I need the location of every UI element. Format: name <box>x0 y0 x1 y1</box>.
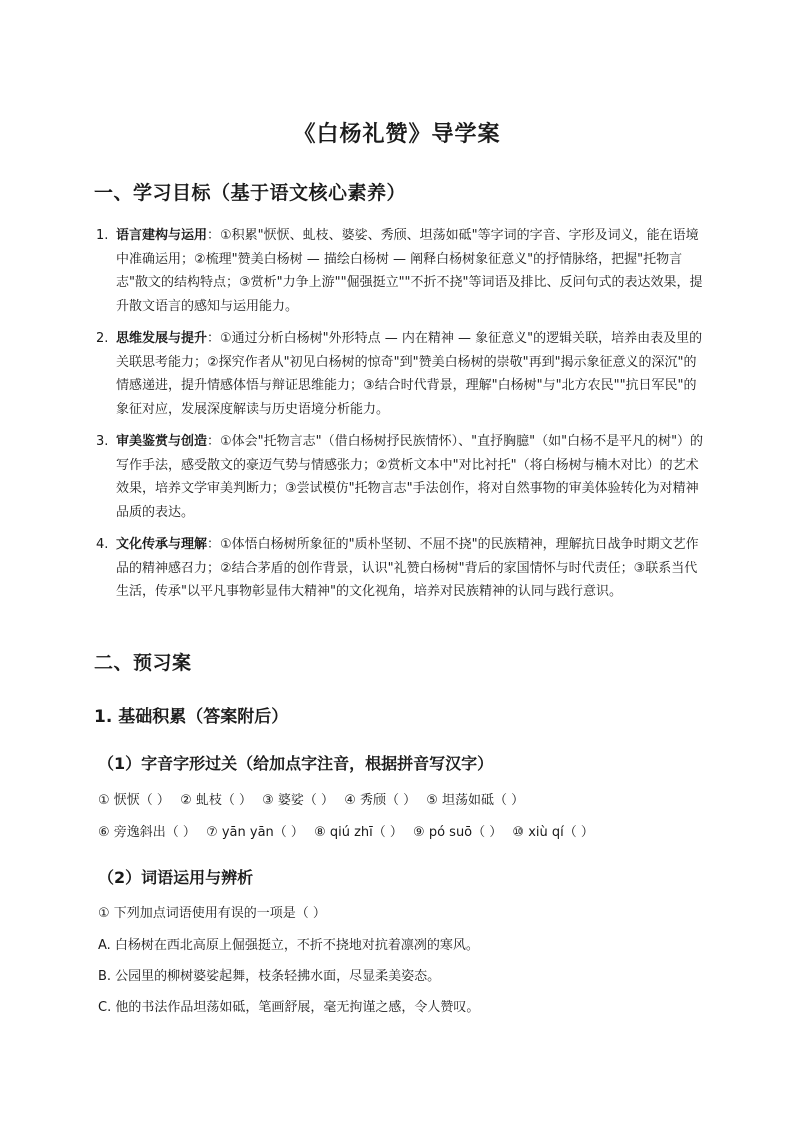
option-b: B. 公园里的柳树婆娑起舞，枝条轻拂水面，尽显柔美姿态。 <box>98 969 441 984</box>
pinyin-item: ③ 婆娑（ ） <box>262 793 335 808</box>
objective-item <box>94 533 706 604</box>
objective-lead: 语言建构与运用 <box>116 228 208 243</box>
objective-item <box>94 430 706 524</box>
objective-item <box>94 327 706 421</box>
objective-number: 1. <box>96 228 109 243</box>
pinyin-item: ⑧ qiú zhī（ ） <box>314 825 403 840</box>
pinyin-item: ② 虬枝（ ） <box>180 793 252 808</box>
objective-text: ：①体会"托物言志"（借白杨树抒民族情怀）、"直抒胸臆"（如"白杨不是平凡的树"）的写作手法，感受散文的豪迈气势与情感张力；②赏析文本中"对比衬托"（将白杨树与楠木对比）的艺术效果，培养文学审美判断力；③尝试模仿"托物言志"手法创作，将对自然事物的审美体验转化为对精神品质的表达。 <box>116 434 704 520</box>
pinyin-item: ⑤ 坦荡如砥（ ） <box>426 793 525 808</box>
section-heading-preview: 二、预习案 <box>94 652 192 674</box>
objective-text: ：①体悟白杨树所象征的"质朴坚韧、不屈不挠"的民族精神，理解抗日战争时期文艺作品的精神感召力；②结合茅盾的创作背景，认识"礼赞白杨树"背后的家国情怀与时代责任；③联系当代生活，传承"以平凡事物彰显伟大精神"的文化视角，培养对民族精神的认同与践行意识。 <box>116 537 699 599</box>
subsection-heading-pronunciation: （1）字音字形过关（给加点字注音，根据拼音写汉字） <box>98 754 494 773</box>
section-heading-objectives: 一、学习目标（基于语文核心素养） <box>94 182 407 204</box>
pinyin-row-2 <box>98 822 718 844</box>
question-text: ① 下列加点词语使用有误的一项是（ ） <box>98 906 326 921</box>
subsection-heading-basics: 1. 基础积累（答案附后） <box>94 707 289 727</box>
pinyin-item: ⑦ yān yān（ ） <box>206 825 304 840</box>
option-c: C. 他的书法作品坦荡如砥，笔画舒展，毫无拘谨之感，令人赞叹。 <box>98 1000 480 1015</box>
pinyin-item: ⑨ pó suō（ ） <box>413 825 503 840</box>
objective-number: 4. <box>96 537 109 552</box>
pinyin-item: ⑩ xiù qí（ ） <box>512 825 594 840</box>
pinyin-item: ⑥ 旁逸斜出（ ） <box>98 825 196 840</box>
objective-item <box>94 224 706 318</box>
pinyin-row-1 <box>98 790 718 812</box>
document-title: 《白杨礼赞》导学案 <box>293 122 501 147</box>
objective-lead: 审美鉴赏与创造 <box>116 434 208 449</box>
objective-text: ：①积累"恹恹、虬枝、婆娑、秀颀、坦荡如砥"等字词的字音、字形及词义，能在语境中准确运用；②梳理"赞美白杨树 — 描绘白杨树 — 阐释白杨树象征意义"的抒情脉络，把握"托物言志"散文的结构特点；③赏析"力争上游""倔强挺立""不折不挠"等词语及排比、反问句式的表达效果，提升散文语言的感知与运用能力。 <box>116 228 703 314</box>
pinyin-item: ④ 秀颀（ ） <box>344 793 417 808</box>
objectives-list <box>94 224 706 613</box>
objective-lead: 文化传承与理解 <box>116 537 208 552</box>
pinyin-item: ① 恹恹（ ） <box>98 793 170 808</box>
option-a: A. 白杨树在西北高原上倔强挺立，不折不挠地对抗着凛冽的寒风。 <box>98 938 479 953</box>
objective-number: 3. <box>96 434 109 449</box>
objective-text: ：①通过分析白杨树"外形特点 — 内在精神 — 象征意义"的逻辑关联，培养由表及里的关联思考能力；②探究作者从"初见白杨树的惊奇"到"赞美白杨树的崇敬"再到"揭示象征意义的深沉"的情感递进，提升情感体悟与辩证思维能力；③结合时代背景，理解"白杨树"与"北方农民""抗日军民"的象征对应，发展深度解读与历史语境分析能力。 <box>116 331 703 417</box>
objective-number: 2. <box>96 331 109 346</box>
objective-lead: 思维发展与提升 <box>116 331 208 346</box>
subsection-heading-word-usage: （2）词语运用与辨析 <box>98 868 254 887</box>
